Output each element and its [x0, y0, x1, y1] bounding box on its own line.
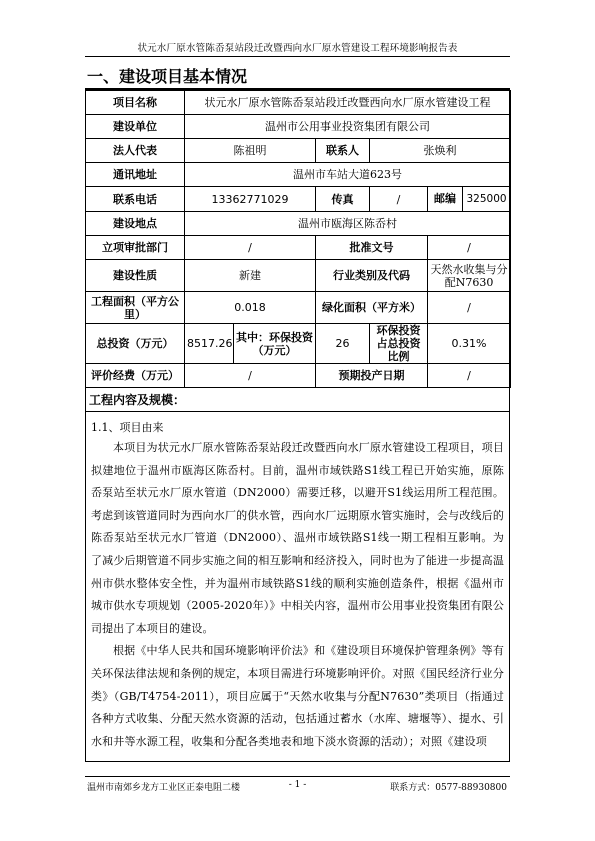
industry-value: 天然水收集与分配N7630 [428, 260, 511, 292]
footer-rule [85, 776, 510, 777]
env-ratio-value: 0.31% [428, 324, 511, 364]
fax-value: / [370, 187, 428, 212]
table-row [86, 212, 511, 236]
env-ratio-label: 环保投资占总投资比例 [370, 324, 428, 364]
phone-label: 联系电话 [86, 187, 185, 212]
footer-address: 温州市南郊乡龙方工业区正泰电阻二楼 [87, 783, 241, 793]
site-label: 建设地点 [86, 212, 185, 236]
area-value: 0.018 [185, 292, 316, 324]
green-value: / [428, 292, 511, 324]
table-row [86, 187, 511, 212]
table-row [86, 324, 511, 364]
paragraph: 本项目为状元水厂原水管陈岙泵站段迁改暨西向水厂原水管建设工程项目，项目拟建地位于温州市瓯海区陈岙村。目前，温州市域铁路S1线工程已开始实施，原陈岙泵站至状元水厂原水管道（DN2000）需要迁移，以避开S1线运用所工程范围。考虑到该管道同时为西向水厂的供水管，西向水厂远期原水管实施时，会与改线后的陈岙泵站至状元水厂管道（DN2000）、温州市域铁路S1线一期工程相互影响。为了减少后期管道不同步实施之间的相互影响和经济投入，同时也为了能进一步提高温州市供水整体安全性，并为温州市域铁路S1线的顺利实施创造条件，根据《温州市城市供水专项规划（2005-2020年）》中相关内容，温州市公用事业投资集团有限公司提出了本项目的建设。 [91, 441, 504, 635]
production-date-label: 预期投产日期 [316, 364, 428, 388]
table-row [86, 364, 511, 388]
table-row [86, 236, 511, 260]
industry-label: 行业类别及代码 [316, 260, 428, 292]
table-row [86, 115, 511, 139]
approval-no-label: 批准文号 [316, 236, 428, 260]
production-date-value: / [428, 364, 511, 388]
contact-value: 张焕利 [370, 139, 511, 163]
postcode-value: 325000 [466, 192, 507, 205]
table-row [86, 260, 511, 292]
approval-dept-value: / [185, 236, 316, 260]
page-number: - 1 - [288, 780, 307, 790]
footer-contact: 联系方式：0577-88930800 [390, 783, 507, 793]
legal-rep-value: 陈祖明 [185, 139, 316, 163]
total-investment-label: 总投资（万元） [86, 324, 185, 364]
page-header: 状元水厂原水管陈岙泵站段迁改暨西向水厂原水管建设工程环境影响报告表 [137, 43, 458, 54]
total-investment-value: 8517.26 [185, 324, 234, 364]
content-heading: 工程内容及规模： [85, 388, 510, 412]
postcode-label: 邮编 [428, 187, 463, 211]
nature-value: 新建 [185, 260, 316, 292]
area-label: 工程面积（平方公里） [86, 292, 185, 324]
builder-value: 温州市公用事业投资集团有限公司 [185, 115, 511, 139]
section-title: 一、建设项目基本情况 [87, 67, 248, 86]
builder-label: 建设单位 [86, 115, 185, 139]
green-label: 绿化面积（平方米） [316, 292, 428, 324]
project-name-label: 项目名称 [86, 91, 185, 115]
table-row [86, 139, 511, 163]
address-value: 温州市车站大道623号 [185, 163, 511, 187]
phone-value: 13362771029 [185, 187, 316, 212]
project-name-value: 状元水厂原水管陈岙泵站段迁改暨西向水厂原水管建设工程 [185, 91, 511, 115]
site-value: 温州市瓯海区陈岙村 [185, 212, 511, 236]
project-content [85, 388, 510, 753]
fax-label: 传真 [316, 187, 370, 212]
table-row [86, 163, 511, 187]
table-row [86, 292, 511, 324]
nature-label: 建设性质 [86, 260, 185, 292]
env-investment-label: 其中：环保投资（万元） [234, 324, 316, 364]
approval-dept-label: 立项审批部门 [86, 236, 185, 260]
contact-label: 联系人 [316, 139, 370, 163]
eval-fee-value: / [185, 364, 316, 388]
paragraph: 根据《中华人民共和国环境影响评价法》和《建设项目环境保护管理条例》等有关环保法律法规和条例的规定，本项目需进行环境影响评价。对照《国民经济行业分类》（GB/T4754-2011），项目应属于“天然水收集与分配N7630”类项目（指通过各种方式收集、分配天然水资源的活动，包括通过蓄水（水库、塘堰等）、提水、引水和井等水源工程，收集和分配各类地表和地下淡水资源的活动）；对照《建设项 [91, 644, 504, 748]
address-label: 通讯地址 [86, 163, 185, 187]
table-row [86, 91, 511, 115]
legal-rep-label: 法人代表 [86, 139, 185, 163]
approval-no-value: / [428, 236, 511, 260]
subsection-title: 1.1、项目由来 [91, 421, 164, 434]
project-info-table [85, 90, 511, 388]
eval-fee-label: 评价经费（万元） [86, 364, 185, 388]
header-rule [85, 56, 510, 57]
env-investment-value: 26 [316, 324, 370, 364]
